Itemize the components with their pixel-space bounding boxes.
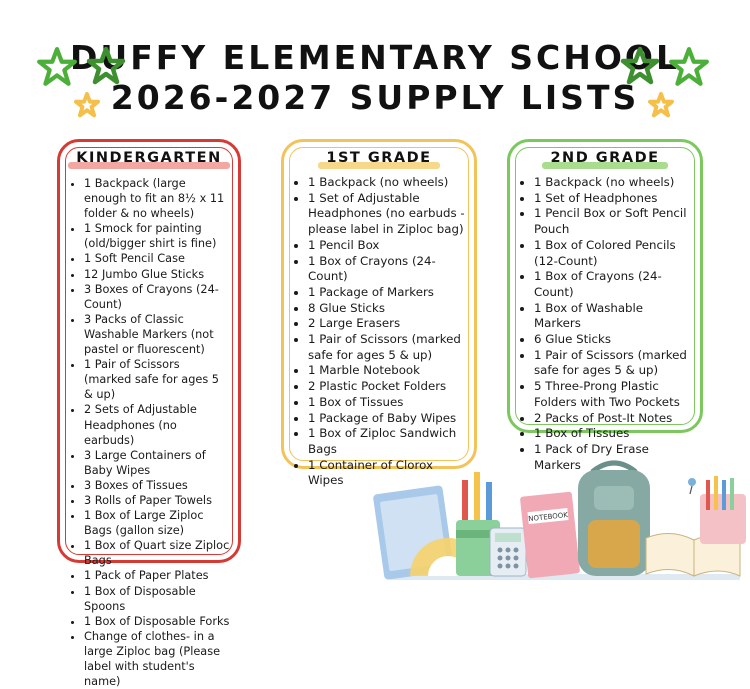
list-item: • 1 Box of Disposable Spoons xyxy=(84,584,230,614)
first-grade-list xyxy=(294,175,466,489)
list-item: • 1 Pencil Box or Soft Pencil Pouch xyxy=(534,206,692,237)
list-item: • 1 Pair of Scissors (marked safe for ages 5 & up) xyxy=(84,357,230,402)
list-item: • 1 Soft Pencil Case xyxy=(84,251,230,266)
list-item: • 1 Box of Ziploc Sandwich Bags xyxy=(308,426,466,457)
list-item: • 3 Packs of Classic Washable Markers (not pastel or fluorescent) xyxy=(84,312,230,357)
star-icon xyxy=(36,46,78,88)
first-grade-card xyxy=(281,139,477,488)
list-item: • 1 Box of Tissues xyxy=(534,426,692,442)
list-item: • 1 Pack of Paper Plates xyxy=(84,568,230,583)
star-icon xyxy=(86,46,126,86)
list-item: • 1 Box of Quart size Ziploc Bags xyxy=(84,538,230,568)
notebook-icon xyxy=(520,492,580,579)
list-item: • 1 Package of Markers xyxy=(308,285,466,301)
list-item: • 1 Backpack (no wheels) xyxy=(308,175,466,191)
star-icon xyxy=(74,92,100,118)
list-item: • 1 Pair of Scissors (marked safe for ages 5 & up) xyxy=(308,332,466,363)
list-item: • 3 Large Containers of Baby Wipes xyxy=(84,448,230,478)
backpack-icon xyxy=(578,463,650,576)
list-item: • 5 Three-Prong Plastic Folders with Two Pockets xyxy=(534,379,692,410)
page-title-line1: DUFFY ELEMENTARY SCHOOL xyxy=(70,38,680,77)
second-grade-list xyxy=(520,175,692,473)
list-item: • 1 Package of Baby Wipes xyxy=(308,411,466,427)
list-item: • 3 Rolls of Paper Towels xyxy=(84,493,230,508)
calculator-icon xyxy=(490,528,526,576)
first-grade-title: 1ST GRADE xyxy=(326,150,432,166)
list-item: • 1 Box of Tissues xyxy=(308,395,466,411)
second-grade-card xyxy=(507,139,703,472)
list-item: • 1 Marble Notebook xyxy=(308,363,466,379)
list-item: • 8 Glue Sticks xyxy=(308,301,466,317)
list-item: • 1 Pair of Scissors (marked safe for ages 5 & up) xyxy=(534,348,692,379)
list-item: • 1 Box of Crayons (24-Count) xyxy=(534,269,692,300)
list-item: • 1 Backpack (large enough to fit an 8½ x 11 folder & no wheels) xyxy=(84,176,230,221)
star-icon xyxy=(620,46,660,86)
thumbtack-icon xyxy=(688,478,696,494)
notebook-label: NOTEBOOK xyxy=(527,511,569,524)
kindergarten-heading xyxy=(60,150,238,166)
list-item: • 1 Set of Adjustable Headphones (no earbuds - please label in Ziploc bag) xyxy=(308,191,466,238)
list-item: • 1 Smock for painting (old/bigger shirt is fine) xyxy=(84,221,230,251)
kindergarten-title: KINDERGARTEN xyxy=(76,150,222,166)
list-item: • 2 Large Erasers xyxy=(308,316,466,332)
list-item: • Change of clothes- in a large Ziploc bag (Please label with student's name) xyxy=(84,629,230,689)
kindergarten-card xyxy=(57,139,241,689)
page-title-line2: 2026-2027 SUPPLY LISTS xyxy=(110,78,640,117)
second-grade-title: 2ND GRADE xyxy=(550,150,660,166)
list-item: • 6 Glue Sticks xyxy=(534,332,692,348)
list-item: • 1 Box of Large Ziploc Bags (gallon size) xyxy=(84,508,230,538)
star-icon xyxy=(648,92,674,118)
list-item: • 3 Boxes of Tissues xyxy=(84,478,230,493)
first-grade-heading xyxy=(284,150,474,166)
list-item: • 1 Container of Clorox Wipes xyxy=(308,458,466,489)
list-item: • 1 Box of Colored Pencils (12-Count) xyxy=(534,238,692,269)
list-item: • 1 Pencil Box xyxy=(308,238,466,254)
list-item: • 1 Box of Disposable Forks xyxy=(84,614,230,629)
list-item: • 12 Jumbo Glue Sticks xyxy=(84,267,230,282)
list-item: • 1 Pack of Dry Erase Markers xyxy=(534,442,692,473)
second-grade-heading xyxy=(510,150,700,166)
list-item: • 1 Backpack (no wheels) xyxy=(534,175,692,191)
list-item: • 2 Packs of Post-It Notes xyxy=(534,411,692,427)
list-item: • 1 Box of Crayons (24-Count) xyxy=(308,254,466,285)
kindergarten-list xyxy=(70,176,230,689)
list-item: • 2 Sets of Adjustable Headphones (no earbuds) xyxy=(84,402,230,447)
pencil-case-icon xyxy=(700,476,746,544)
list-item: • 1 Set of Headphones xyxy=(534,191,692,207)
list-item: • 2 Plastic Pocket Folders xyxy=(308,379,466,395)
star-icon xyxy=(668,46,710,88)
list-item: • 1 Box of Washable Markers xyxy=(534,301,692,332)
list-item: • 3 Boxes of Crayons (24-Count) xyxy=(84,282,230,312)
